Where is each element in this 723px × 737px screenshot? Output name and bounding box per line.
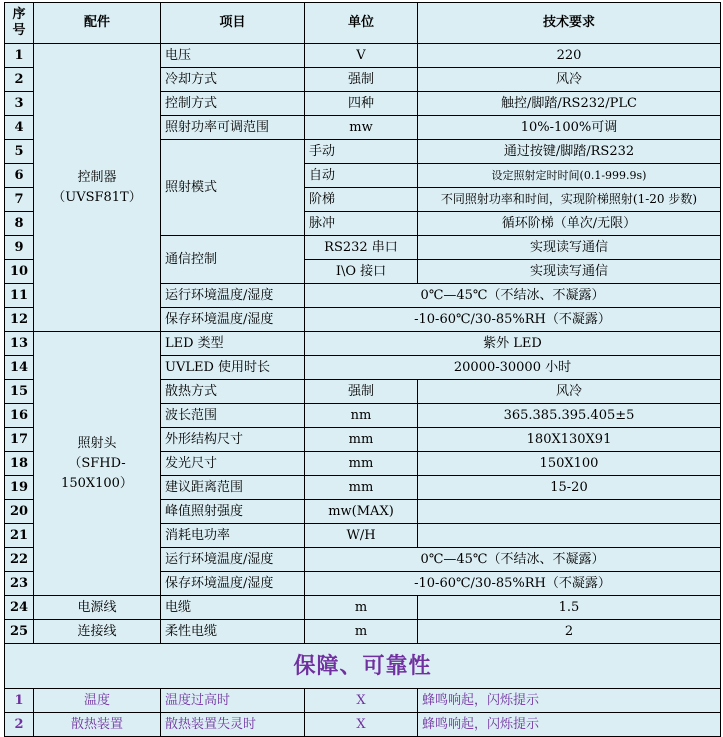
header-part: 配件 <box>34 3 161 44</box>
row-no: 20 <box>5 500 34 524</box>
row-item: 保存环境温度/湿度 <box>161 572 305 596</box>
row-req: 1.5 <box>418 596 721 620</box>
row-item: 建议距离范围 <box>161 476 305 500</box>
row-item: 消耗电功率 <box>161 524 305 548</box>
part-power-line: 电源线 <box>34 596 161 620</box>
row-no: 9 <box>5 236 34 260</box>
row-item: 运行环境温度/湿度 <box>161 548 305 572</box>
row-no: 22 <box>5 548 34 572</box>
row-unit: m <box>305 620 418 644</box>
section-title: 保障、可靠性 <box>5 644 721 689</box>
group-irradiation-mode: 照射模式 <box>161 140 305 236</box>
row-unit: X <box>305 713 418 737</box>
header-req: 技术要求 <box>418 3 721 44</box>
row-item: 电缆 <box>161 596 305 620</box>
row-req: 220 <box>418 44 721 68</box>
row-req: 180X130X91 <box>418 428 721 452</box>
row-req: 15-20 <box>418 476 721 500</box>
row-no: 1 <box>5 44 34 68</box>
row-req: 循环阶梯（单次/无限） <box>418 212 721 236</box>
part-name: 照射头 <box>77 435 117 451</box>
row-item: 发光尺寸 <box>161 452 305 476</box>
table-row <box>5 44 721 68</box>
row-unit: 自动 <box>305 164 418 188</box>
row-req <box>418 500 721 524</box>
row-item: 散热装置失灵时 <box>161 713 305 737</box>
row-req: 紫外 LED <box>305 332 721 356</box>
row-item: 电压 <box>161 44 305 68</box>
part-model: （UVSF81T） <box>52 189 142 205</box>
row-part: 散热装置 <box>34 713 161 737</box>
row-no: 10 <box>5 260 34 284</box>
row-item: 保存环境温度/湿度 <box>161 308 305 332</box>
row-no: 1 <box>5 689 34 713</box>
row-req: -10-60℃/30-85%RH（不凝露） <box>305 308 721 332</box>
table-row <box>5 332 721 356</box>
row-unit: 手动 <box>305 140 418 164</box>
row-unit: 四种 <box>305 92 418 116</box>
row-no: 14 <box>5 356 34 380</box>
row-unit: V <box>305 44 418 68</box>
row-no: 3 <box>5 92 34 116</box>
row-unit: mm <box>305 476 418 500</box>
row-no: 24 <box>5 596 34 620</box>
row-unit: mw <box>305 116 418 140</box>
row-part: 温度 <box>34 689 161 713</box>
part-connect-line: 连接线 <box>34 620 161 644</box>
row-req: 20000-30000 小时 <box>305 356 721 380</box>
row-req: 0℃—45℃（不结冰、不凝露） <box>305 548 721 572</box>
row-item: 控制方式 <box>161 92 305 116</box>
row-item: 冷却方式 <box>161 68 305 92</box>
row-req: 实现读写通信 <box>418 260 721 284</box>
row-no: 8 <box>5 212 34 236</box>
row-no: 6 <box>5 164 34 188</box>
part-controller <box>34 44 161 332</box>
row-unit: mm <box>305 428 418 452</box>
row-unit: m <box>305 596 418 620</box>
row-no: 7 <box>5 188 34 212</box>
row-no: 21 <box>5 524 34 548</box>
row-no: 25 <box>5 620 34 644</box>
row-req: 风冷 <box>418 68 721 92</box>
row-req: 365.385.395.405±5 <box>418 404 721 428</box>
part-head <box>34 332 161 596</box>
row-req: 蜂鸣响起，闪烁提示 <box>418 713 721 737</box>
row-unit: mw(MAX) <box>305 500 418 524</box>
reliability-row <box>5 713 721 737</box>
row-unit: 强制 <box>305 380 418 404</box>
row-req: 不同照射功率和时间，实现阶梯照射(1-20 步数) <box>418 188 721 212</box>
header-no: 序号 <box>5 3 34 44</box>
row-item: 散热方式 <box>161 380 305 404</box>
row-unit: nm <box>305 404 418 428</box>
row-req: 实现读写通信 <box>418 236 721 260</box>
row-no: 15 <box>5 380 34 404</box>
row-no: 11 <box>5 284 34 308</box>
row-unit: 强制 <box>305 68 418 92</box>
row-item: 运行环境温度/湿度 <box>161 284 305 308</box>
part-model: （SFHD-150X100） <box>61 455 133 491</box>
header-row <box>5 3 721 44</box>
row-req: 触控/脚踏/RS232/PLC <box>418 92 721 116</box>
row-item: UVLED 使用时长 <box>161 356 305 380</box>
row-item: 峰值照射强度 <box>161 500 305 524</box>
row-no: 2 <box>5 713 34 737</box>
row-item: 波长范围 <box>161 404 305 428</box>
row-req: 设定照射定时时间(0.1-999.9s) <box>418 164 721 188</box>
row-item: 外形结构尺寸 <box>161 428 305 452</box>
table-row <box>5 620 721 644</box>
row-req: -10-60℃/30-85%RH（不凝露） <box>305 572 721 596</box>
row-req: 0℃—45℃（不结冰、不凝露） <box>305 284 721 308</box>
row-item: LED 类型 <box>161 332 305 356</box>
row-req: 10%-100%可调 <box>418 116 721 140</box>
part-name: 控制器 <box>77 169 117 185</box>
row-req: 2 <box>418 620 721 644</box>
reliability-row <box>5 689 721 713</box>
row-unit: W/H <box>305 524 418 548</box>
row-unit: 阶梯 <box>305 188 418 212</box>
row-unit: X <box>305 689 418 713</box>
row-unit: mm <box>305 452 418 476</box>
row-unit: I\O 接口 <box>305 260 418 284</box>
row-no: 4 <box>5 116 34 140</box>
header-item: 项目 <box>161 3 305 44</box>
table-row <box>5 596 721 620</box>
row-req: 通过按键/脚踏/RS232 <box>418 140 721 164</box>
row-no: 23 <box>5 572 34 596</box>
section-row <box>5 644 721 689</box>
row-item: 温度过高时 <box>161 689 305 713</box>
row-req: 风冷 <box>418 380 721 404</box>
row-no: 18 <box>5 452 34 476</box>
row-unit: RS232 串口 <box>305 236 418 260</box>
row-item: 照射功率可调范围 <box>161 116 305 140</box>
row-no: 19 <box>5 476 34 500</box>
row-no: 16 <box>5 404 34 428</box>
row-no: 12 <box>5 308 34 332</box>
row-req: 150X100 <box>418 452 721 476</box>
row-unit: 脉冲 <box>305 212 418 236</box>
row-req <box>418 524 721 548</box>
spec-table <box>4 2 721 737</box>
row-no: 5 <box>5 140 34 164</box>
row-no: 13 <box>5 332 34 356</box>
row-no: 2 <box>5 68 34 92</box>
header-unit: 单位 <box>305 3 418 44</box>
row-no: 17 <box>5 428 34 452</box>
group-comm-control: 通信控制 <box>161 236 305 284</box>
row-req: 蜂鸣响起，闪烁提示 <box>418 689 721 713</box>
row-item: 柔性电缆 <box>161 620 305 644</box>
